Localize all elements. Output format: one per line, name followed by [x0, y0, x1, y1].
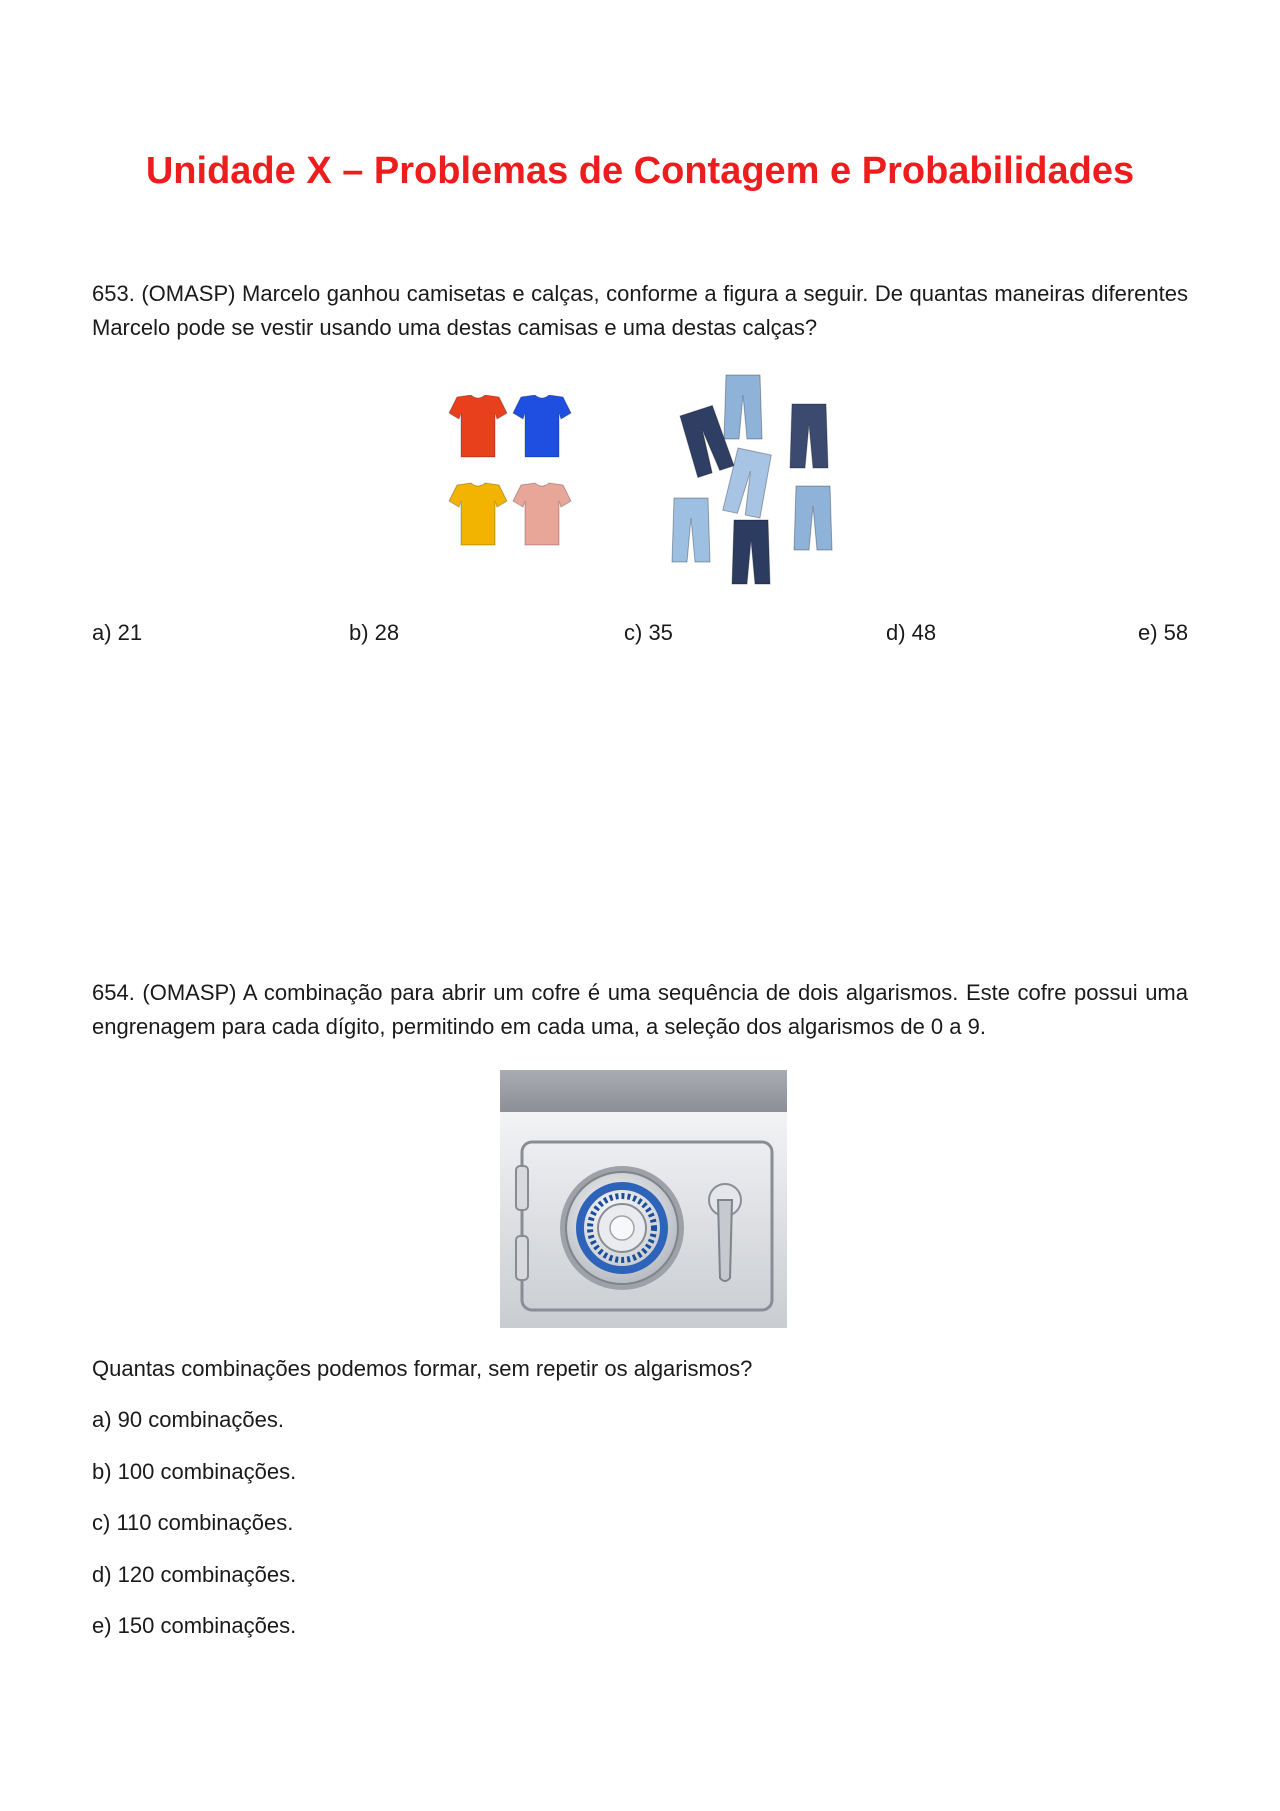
option-654-e: e) 150 combinações. [92, 1613, 297, 1638]
option-653-d: d) 48 [886, 620, 937, 645]
option-653-e: e) 58 [1138, 620, 1189, 645]
question-654-prompt: Quantas combinações podemos formar, sem repetir os algarismos? [92, 1356, 753, 1381]
shirt-icon [449, 483, 507, 545]
option-653-c: c) 35 [624, 620, 673, 645]
question-654-text: 654. (OMASP) A combinação para abrir um cofre é uma sequência de dois algarismos. Este cofre possui uma engrenagem para cada dígito, permitindo em cada uma, a seleção dos algarismos de 0 a 9. [92, 980, 1188, 1039]
question-653-text: 653. (OMASP) Marcelo ganhou camisetas e calças, conforme a figura a seguir. De quantas maneiras diferentes Marcelo pode se vestir usando uma destas camisas e uma destas calças? [92, 281, 1188, 340]
option-653-b: b) 28 [349, 620, 400, 645]
shirts-illustration [445, 395, 575, 555]
dial-icon [560, 1166, 684, 1290]
pants-icon [732, 520, 770, 584]
pants-icon [794, 486, 832, 550]
pants-icon [790, 404, 828, 468]
pants-icon [724, 375, 762, 439]
page-title: Unidade X – Problemas de Contagem e Probabilidades [145, 150, 1135, 192]
option-654-a: a) 90 combinações. [92, 1407, 284, 1432]
shirt-icon [513, 395, 571, 457]
safe-illustration [500, 1070, 787, 1328]
option-654-b: b) 100 combinações. [92, 1459, 297, 1484]
shirt-icon [449, 395, 507, 457]
pants-illustration [662, 370, 844, 592]
option-654-c: c) 110 combinações. [92, 1510, 294, 1535]
shirt-icon [513, 483, 571, 545]
option-653-a: a) 21 [92, 620, 143, 645]
pants-icon [672, 498, 710, 562]
option-654-d: d) 120 combinações. [92, 1562, 297, 1587]
